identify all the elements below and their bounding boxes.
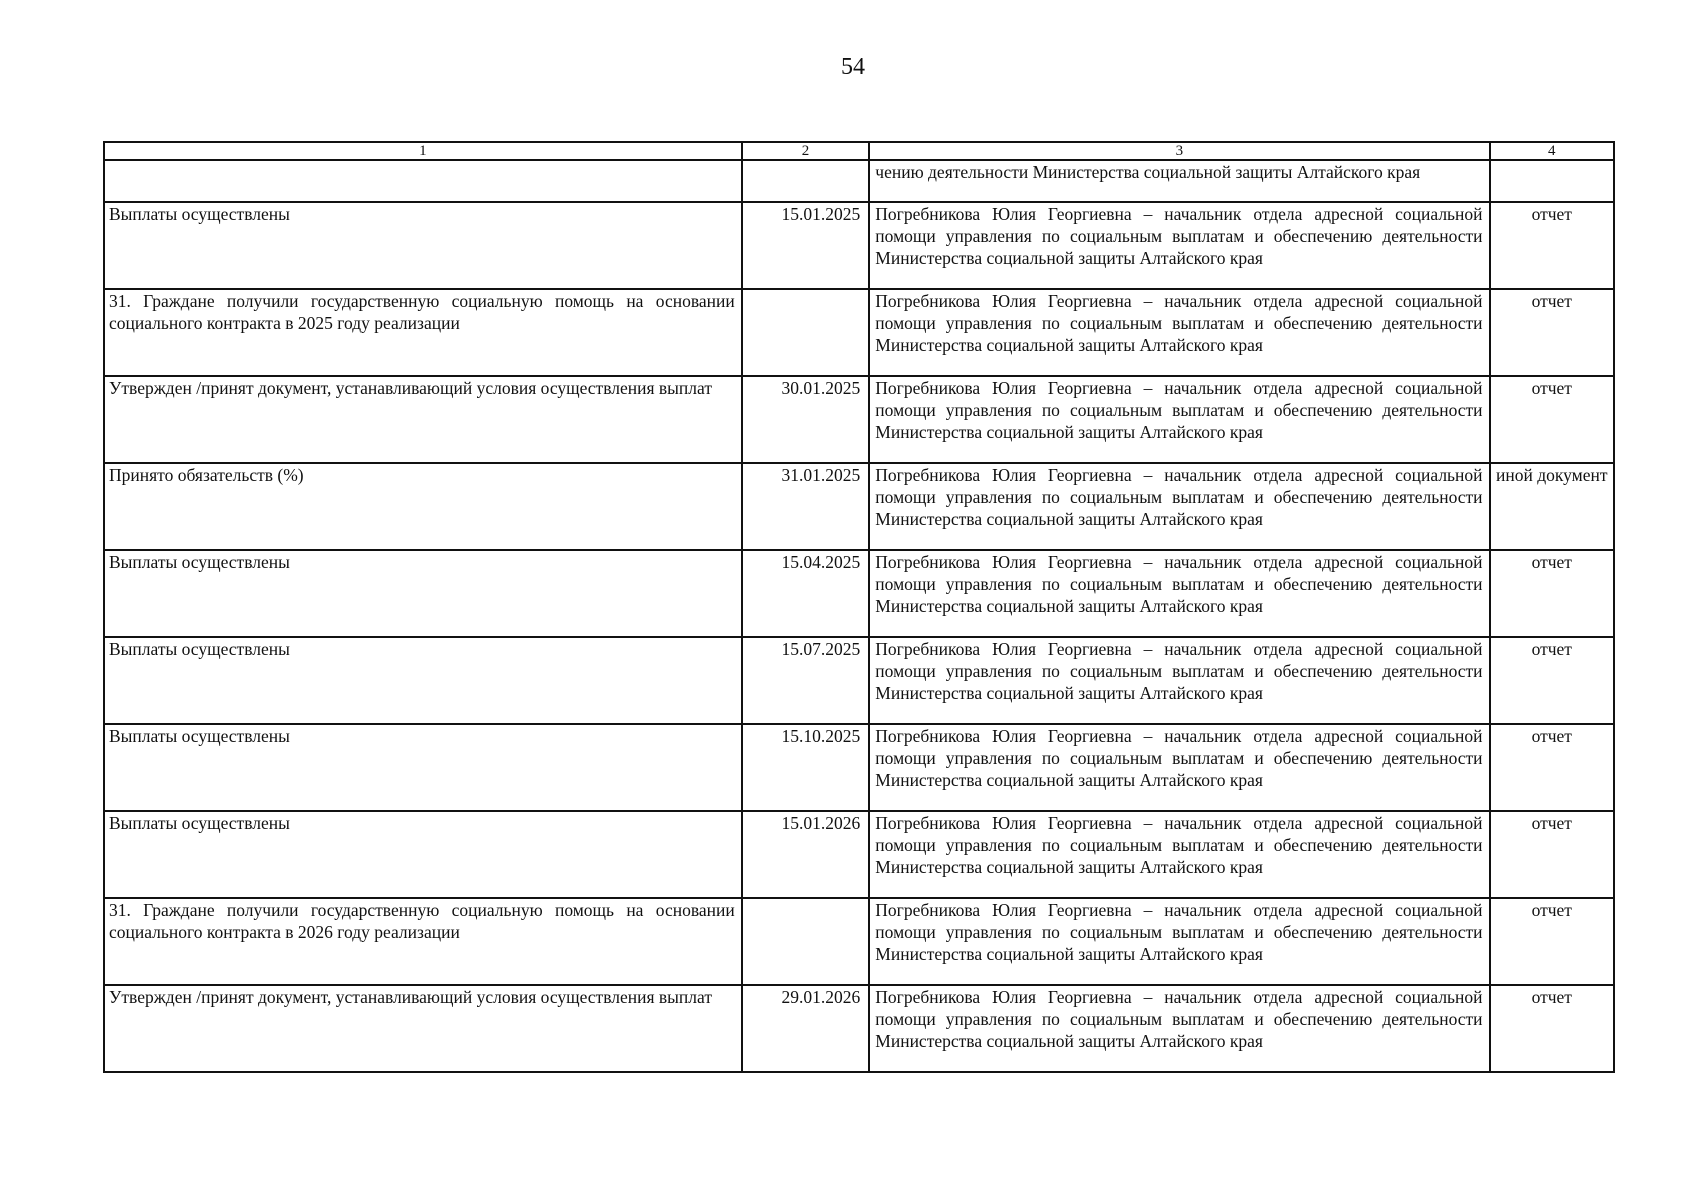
- document-cell: отчет: [1490, 202, 1614, 289]
- responsible-cell: Погребникова Юлия Георгиевна – начальник отдела адресной социальной помощи управления по социальным выплатам и обеспечению деятельности Министерства социальной защиты Алтайского края: [869, 550, 1489, 637]
- event-cell: Принято обязательств (%): [104, 463, 742, 550]
- table-row: [104, 376, 1614, 463]
- document-cell: иной документ: [1490, 463, 1614, 550]
- event-cell: Выплаты осуществлены: [104, 637, 742, 724]
- table-row-continuation: [104, 160, 1614, 202]
- table-row: [104, 202, 1614, 289]
- event-cell: Выплаты осуществлены: [104, 724, 742, 811]
- column-header: 4: [1490, 142, 1614, 160]
- responsible-cell: Погребникова Юлия Георгиевна – начальник отдела адресной социальной помощи управления по социальным выплатам и обеспечению деятельности Министерства социальной защиты Алтайского края: [869, 811, 1489, 898]
- document-cell: отчет: [1490, 289, 1614, 376]
- event-cell: Утвержден /принят документ, устанавливающий условия осуществления выплат: [104, 985, 742, 1072]
- table-row: [104, 985, 1614, 1072]
- date-cell: [742, 289, 870, 376]
- date-cell: 15.01.2025: [742, 202, 870, 289]
- date-cell: 29.01.2026: [742, 985, 870, 1072]
- event-cell: Выплаты осуществлены: [104, 811, 742, 898]
- event-cell: Выплаты осуществлены: [104, 550, 742, 637]
- table-row: [104, 724, 1614, 811]
- responsible-cell: Погребникова Юлия Георгиевна – начальник отдела адресной социальной помощи управления по социальным выплатам и обеспечению деятельности Министерства социальной защиты Алтайского края: [869, 898, 1489, 985]
- date-cell: [742, 160, 870, 202]
- table-row: [104, 811, 1614, 898]
- document-cell: отчет: [1490, 376, 1614, 463]
- table-body: [104, 160, 1614, 1072]
- table-row: [104, 898, 1614, 985]
- event-cell: 31. Граждане получили государственную социальную помощь на основании социального контракта в 2026 году реализации: [104, 898, 742, 985]
- date-cell: [742, 898, 870, 985]
- column-header: 1: [104, 142, 742, 160]
- responsible-cell: Погребникова Юлия Георгиевна – начальник отдела адресной социальной помощи управления по социальным выплатам и обеспечению деятельности Министерства социальной защиты Алтайского края: [869, 985, 1489, 1072]
- event-cell: Утвержден /принят документ, устанавливающий условия осуществления выплат: [104, 376, 742, 463]
- responsible-cell: Погребникова Юлия Георгиевна – начальник отдела адресной социальной помощи управления по социальным выплатам и обеспечению деятельности Министерства социальной защиты Алтайского края: [869, 637, 1489, 724]
- table-row: [104, 463, 1614, 550]
- date-cell: 31.01.2025: [742, 463, 870, 550]
- table-row: [104, 637, 1614, 724]
- event-cell: 31. Граждане получили государственную социальную помощь на основании социального контракта в 2025 году реализации: [104, 289, 742, 376]
- document-cell: отчет: [1490, 724, 1614, 811]
- date-cell: 15.10.2025: [742, 724, 870, 811]
- document-cell: отчет: [1490, 985, 1614, 1072]
- responsible-cell: Погребникова Юлия Георгиевна – начальник отдела адресной социальной помощи управления по социальным выплатам и обеспечению деятельности Министерства социальной защиты Алтайского края: [869, 289, 1489, 376]
- responsible-cell: Погребникова Юлия Георгиевна – начальник отдела адресной социальной помощи управления по социальным выплатам и обеспечению деятельности Министерства социальной защиты Алтайского края: [869, 724, 1489, 811]
- document-cell: отчет: [1490, 550, 1614, 637]
- document-cell: отчет: [1490, 811, 1614, 898]
- column-header: 2: [742, 142, 870, 160]
- responsible-cell: Погребникова Юлия Георгиевна – начальник отдела адресной социальной помощи управления по социальным выплатам и обеспечению деятельности Министерства социальной защиты Алтайского края: [869, 463, 1489, 550]
- date-cell: 15.04.2025: [742, 550, 870, 637]
- document-cell: [1490, 160, 1614, 202]
- date-cell: 15.01.2026: [742, 811, 870, 898]
- table-row: [104, 550, 1614, 637]
- column-header: 3: [869, 142, 1489, 160]
- responsible-cell: чению деятельности Министерства социальной защиты Алтайского края: [869, 160, 1489, 202]
- responsible-cell: Погребникова Юлия Георгиевна – начальник отдела адресной социальной помощи управления по социальным выплатам и обеспечению деятельности Министерства социальной защиты Алтайского края: [869, 376, 1489, 463]
- event-cell: Выплаты осуществлены: [104, 202, 742, 289]
- date-cell: 15.07.2025: [742, 637, 870, 724]
- page-number: 54: [841, 54, 865, 80]
- event-cell: [104, 160, 742, 202]
- document-cell: отчет: [1490, 637, 1614, 724]
- plan-table: [103, 141, 1615, 1073]
- header-row: [104, 142, 1614, 160]
- document-cell: отчет: [1490, 898, 1614, 985]
- responsible-cell: Погребникова Юлия Георгиевна – начальник отдела адресной социальной помощи управления по социальным выплатам и обеспечению деятельности Министерства социальной защиты Алтайского края: [869, 202, 1489, 289]
- date-cell: 30.01.2025: [742, 376, 870, 463]
- table-row: [104, 289, 1614, 376]
